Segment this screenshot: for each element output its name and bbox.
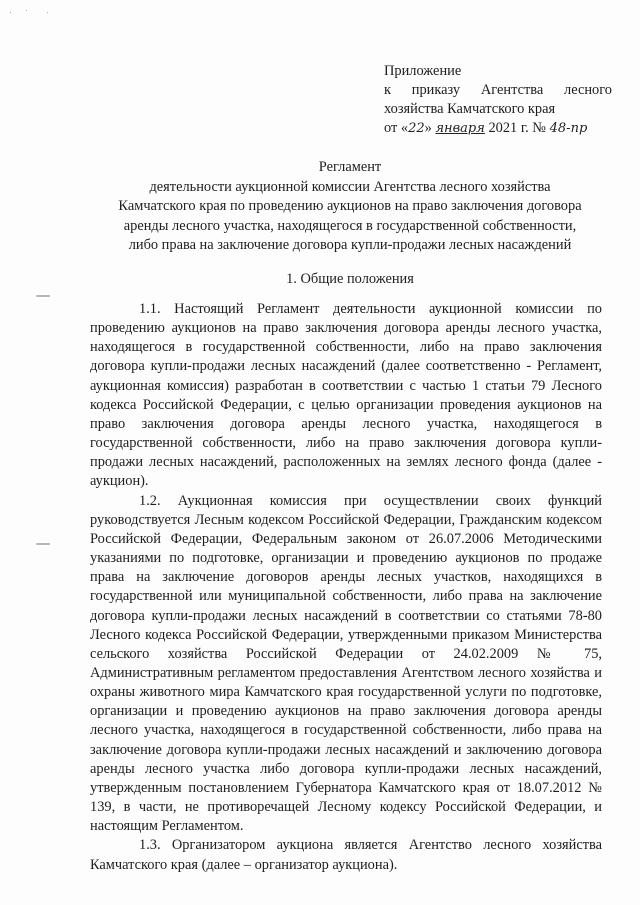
margin-mark: [36, 543, 50, 545]
title-line: Регламент: [318, 159, 382, 175]
document-title: [80, 158, 620, 256]
appendix-date-line: [384, 119, 634, 138]
date-suffix: 2021 г. №: [484, 120, 550, 136]
title-line: Камчатского края по проведению аукционов на право заключения договора: [118, 198, 582, 215]
scan-speck: [47, 12, 48, 13]
paragraph-1-3: 1.3. Организатором аукциона является Агентство лесного хозяйства Камчатского края (далее – организатор аукциона).: [90, 837, 602, 873]
appendix-label: Приложение: [384, 63, 462, 79]
title-line: деятельности аукционной комиссии Агентства лесного хозяйства: [149, 178, 551, 195]
appendix-block: [384, 62, 634, 138]
appendix-order-line: [384, 81, 612, 100]
handwritten-month: января: [435, 121, 485, 136]
title-line: либо права на заключение договора купли-продажи лесных насаждений: [128, 237, 572, 254]
scan-speck: [10, 12, 11, 13]
handwritten-day: 22: [408, 121, 425, 136]
title-line: аренды лесного участка, находящегося в государственной собственности,: [123, 217, 577, 234]
appendix-word: к: [384, 82, 391, 98]
date-mid: »: [424, 120, 436, 136]
appendix-word: Агентства: [480, 82, 544, 98]
margin-mark: [36, 295, 50, 297]
section-heading: 1. Общие положения: [286, 271, 414, 287]
paragraph-1-1: 1.1. Настоящий Регламент деятельности аукционной комиссии по проведению аукционов на право заключения договора аренды лесного участка, находящегося в государственной собственности, либо на право заключения договора купли-продажи лесных насаждений (далее соответственно - Регламент, аукционная комиссия) разработан в соответствии с частью 1 статьи 79 Лесного кодекса Российской Федерации, с целью организации проведения аукционов на право заключения договора аренды лесного участка, находящегося в государственной собственности, либо на право заключения договора купли-продажи лесных насаждений, расположенных на землях лесного фонда (далее - аукцион).: [90, 301, 602, 490]
appendix-word: лесного: [564, 82, 612, 98]
scan-speck: [26, 10, 27, 11]
handwritten-order-number: 48-пр: [549, 121, 588, 136]
paragraph-1-2: 1.2. Аукционная комиссия при осуществлении своих функций руководствуется Лесным кодексом Российской Федерации, Гражданским кодексом Российской Федерации, Федеральным законом от 26.07.2006 Методическими указаниями по подготовке, организации и проведению аукционов по продаже права на заключение договоров аренды лесных участков, находящихся в государственной или муниципальной собственности, либо права на заключение договора купли-продажи лесных насаждений в соответствии со статьями 78-80 Лесного кодекса Российской Федерации, утвержденными приказом Министерства сельского хозяйства Российской Федерации от 24.02.2009 № 75, Административным регламентом предоставления Агентством лесного хозяйства и охраны животного мира Камчатского края государственной услуги по подготовке, организации и проведению аукционов на право заключения договора аренды лесного участка, находящегося в государственной собственности, либо права на заключение договора купли-продажи лесных насаждений и заключению договора аренды лесного участка либо договора купли-продажи лесных насаждений, утвержденным постановлением Губернатора Камчатского края от 18.07.2012 № 139, в части, не противоречащей Лесному кодексу Российской Федерации, и настоящим Регламентом.: [90, 492, 602, 835]
appendix-word: приказу: [411, 82, 461, 98]
appendix-agency: хозяйства Камчатского края: [384, 101, 556, 117]
date-prefix: от «: [384, 120, 409, 136]
section-body: [90, 300, 602, 875]
